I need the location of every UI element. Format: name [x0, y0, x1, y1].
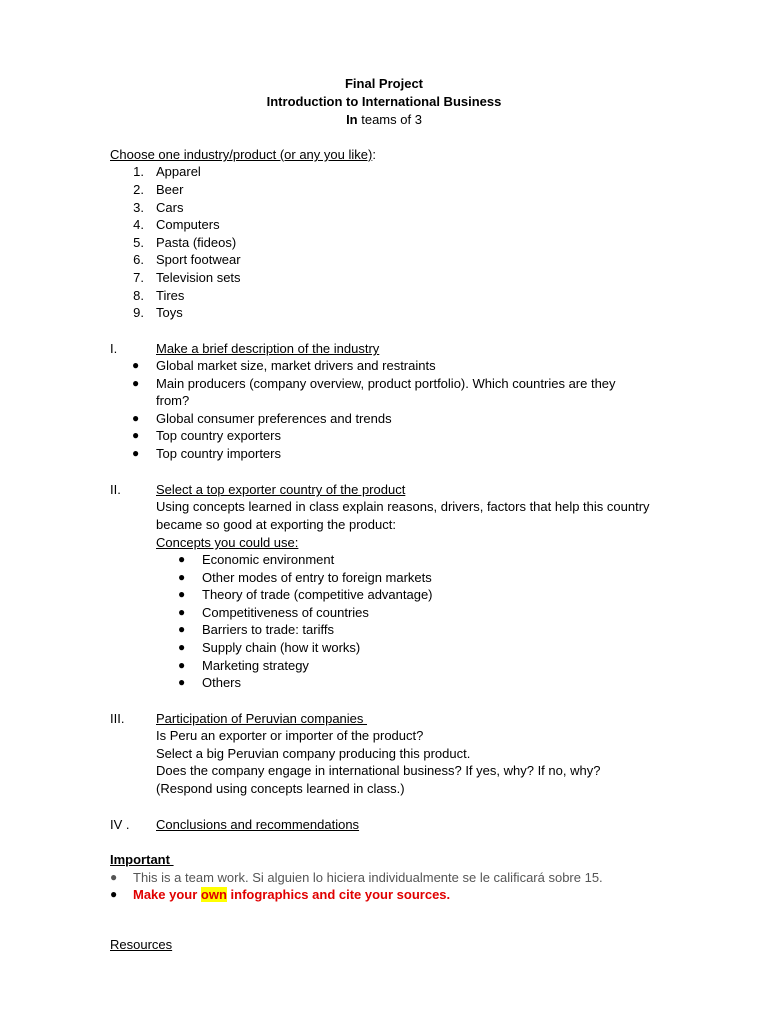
highlighted-own: own [200, 887, 227, 902]
bullet-icon: ● [110, 870, 118, 884]
paragraph-line: became so good at exporting the product: [156, 517, 396, 532]
bullet-icon: ● [132, 358, 140, 372]
bullet-item: Others [202, 675, 242, 690]
list-number: 6. [133, 252, 144, 267]
bullet-item: Barriers to trade: tariffs [202, 622, 334, 637]
choose-label [110, 146, 376, 163]
section-heading: Make a brief description of the industry [156, 341, 380, 356]
paragraph-line: Using concepts learned in class explain reasons, drivers, factors that help this country [156, 499, 650, 514]
bullet-item: Global market size, market drivers and restraints [156, 358, 436, 373]
bullet-item: Supply chain (how it works) [202, 640, 361, 655]
important-note: This is a team work. Si alguien lo hiciera individualmente se le calificará sobre 15. [133, 870, 603, 885]
teams-bold: In [346, 112, 358, 127]
choose-colon: : [372, 147, 376, 162]
doc-subtitle: Introduction to International Business [266, 94, 502, 109]
bullet-icon: ● [178, 640, 186, 654]
section-number: III. [110, 711, 125, 726]
list-item: Beer [156, 182, 184, 197]
bullet-item: Top country exporters [156, 428, 282, 443]
section-heading: Conclusions and recommendations [156, 817, 360, 832]
paragraph-line: (Respond using concepts learned in class.) [156, 781, 405, 796]
list-item: Television sets [156, 270, 241, 285]
bullet-icon: ● [178, 605, 186, 619]
bullet-item: Competitiveness of countries [202, 605, 369, 620]
list-number: 3. [133, 200, 144, 215]
bullet-item: Global consumer preferences and trends [156, 411, 392, 426]
red-post: infographics and cite your sources. [226, 887, 451, 902]
paragraph-line: Select a big Peruvian company producing this product. [156, 746, 471, 761]
list-number: 1. [133, 164, 144, 179]
list-number: 4. [133, 217, 144, 232]
section-number: IV . [110, 817, 130, 832]
bullet-icon: ● [178, 675, 186, 689]
bullet-icon: ● [110, 887, 118, 901]
list-item: Cars [156, 200, 184, 215]
list-number: 7. [133, 270, 144, 285]
section-number: I. [110, 341, 118, 356]
bullet-item: Marketing strategy [202, 658, 309, 673]
bullet-item: Main producers (company overview, product portfolio). Which countries are they [156, 376, 616, 391]
paragraph-line: Does the company engage in international business? If yes, why? If no, why? [156, 763, 601, 778]
teams-line [0, 111, 768, 128]
important-heading: Important [110, 852, 174, 867]
teams-rest: teams of 3 [357, 112, 422, 127]
bullet-icon: ● [132, 411, 140, 425]
bullet-icon: ● [132, 428, 140, 442]
bullet-icon: ● [178, 587, 186, 601]
section-heading: Select a top exporter country of the product [156, 482, 406, 497]
list-number: 2. [133, 182, 144, 197]
bullet-icon: ● [178, 552, 186, 566]
resources-heading: Resources [110, 937, 173, 952]
concepts-label: Concepts you could use: [156, 535, 299, 550]
section-heading: Participation of Peruvian companies [156, 711, 368, 726]
paragraph-line: Is Peru an exporter or importer of the product? [156, 728, 424, 743]
bullet-icon: ● [132, 376, 140, 390]
list-item: Sport footwear [156, 252, 241, 267]
red-pre: Make your [133, 887, 201, 902]
bullet-icon: ● [178, 570, 186, 584]
bullet-item-continuation: from? [156, 393, 190, 408]
important-red-line [133, 886, 450, 903]
list-number: 5. [133, 235, 144, 250]
bullet-item: Other modes of entry to foreign markets [202, 570, 432, 585]
list-number: 9. [133, 305, 144, 320]
list-item: Toys [156, 305, 183, 320]
bullet-icon: ● [178, 622, 186, 636]
doc-title: Final Project [344, 76, 424, 91]
bullet-item: Economic environment [202, 552, 335, 567]
list-item: Pasta (fideos) [156, 235, 237, 250]
list-item: Apparel [156, 164, 201, 179]
choose-label-text: Choose one industry/product (or any you like) [110, 147, 373, 162]
list-number: 8. [133, 288, 144, 303]
bullet-item: Top country importers [156, 446, 281, 461]
bullet-icon: ● [132, 446, 140, 460]
section-number: II. [110, 482, 121, 497]
list-item: Computers [156, 217, 220, 232]
bullet-item: Theory of trade (competitive advantage) [202, 587, 433, 602]
list-item: Tires [156, 288, 185, 303]
bullet-icon: ● [178, 658, 186, 672]
